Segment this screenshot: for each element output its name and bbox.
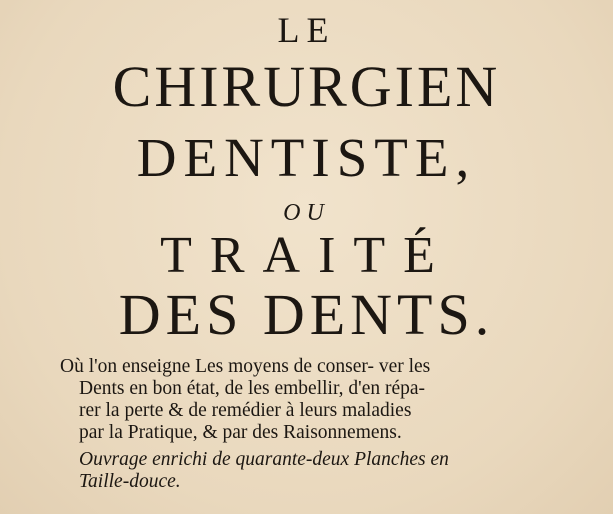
- title-le: LE: [277, 10, 336, 50]
- title-chirurgien: CHIRURGIEN: [112, 54, 501, 119]
- title-dentiste: DENTISTE,: [136, 127, 477, 188]
- note-line-2: Taille-douce.: [79, 471, 181, 492]
- note-line-1: Ouvrage enrichi de quarante-deux Planches en: [79, 449, 449, 470]
- description-line-2: Dents en bon état, de les embellir, d'en répa-: [79, 378, 426, 399]
- title-ou: OU: [283, 200, 330, 226]
- title-traite: TRAITÉ: [160, 227, 453, 284]
- description-line-4: par la Pratique, & par des Raisonnemens.: [79, 422, 402, 443]
- description-line-1: Où l'on enseigne Les moyens de conser- ver les: [60, 356, 431, 377]
- title-des-dents: DES DENTS.: [118, 282, 495, 347]
- description-line-3: rer la perte & de remédier à leurs maladies: [79, 400, 412, 421]
